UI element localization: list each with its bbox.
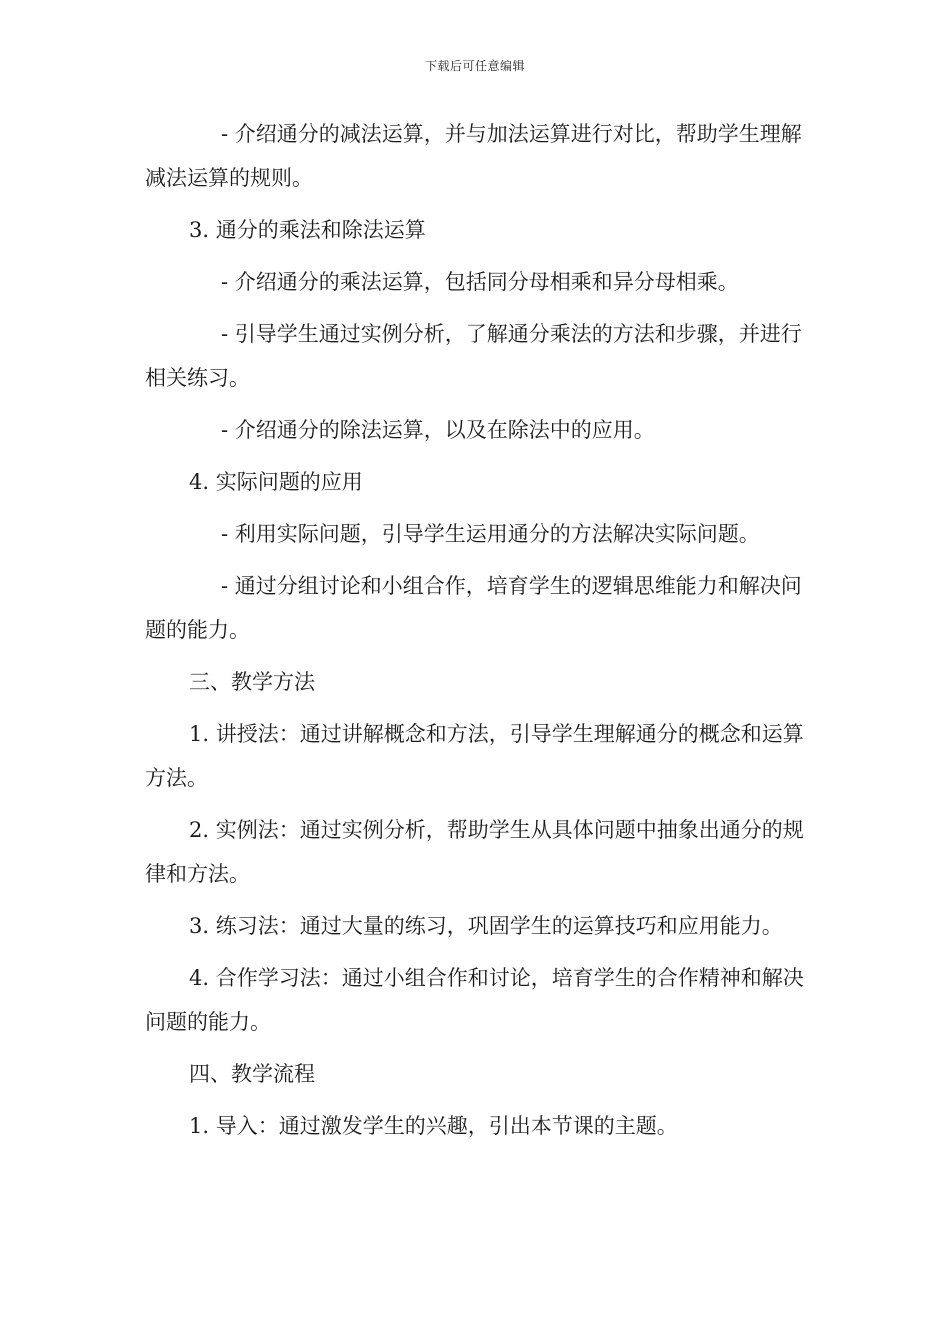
paragraph-subtraction: - 介绍通分的减法运算，并与加法运算进行对比，帮助学生理解减法运算的规则。 — [145, 122, 802, 190]
document-body — [145, 112, 813, 1156]
paragraph-multiply-practice: - 引导学生通过实例分析，了解通分乘法的方法和步骤，并进行相关练习。 — [145, 322, 802, 390]
section-heading-process: 四、教学流程 — [189, 1062, 315, 1086]
paragraph-group-discussion: - 通过分组讨论和小组合作，培育学生的逻辑思维能力和解决问题的能力。 — [145, 574, 802, 642]
paragraph-method-lecture: 1. 讲授法：通过讲解概念和方法，引导学生理解通分的概念和运算方法。 — [145, 722, 804, 790]
paragraph-application-problems: - 利用实际问题，引导学生运用通分的方法解决实际问题。 — [221, 522, 760, 546]
paragraph-method-practice: 3. 练习法：通过大量的练习，巩固学生的运算技巧和应用能力。 — [189, 914, 783, 938]
page-header-note: 下载后可任意编辑 — [424, 59, 525, 73]
paragraph-method-cooperative: 4. 合作学习法：通过小组合作和讨论，培育学生的合作精神和解决问题的能力。 — [145, 966, 804, 1034]
paragraph-process-introduction: 1. 导入：通过激发学生的兴趣，引出本节课的主题。 — [189, 1114, 678, 1138]
paragraph-heading-multiply-divide: 3. 通分的乘法和除法运算 — [189, 218, 426, 242]
paragraph-divide-intro: - 介绍通分的除法运算，以及在除法中的应用。 — [221, 418, 655, 442]
paragraph-heading-application: 4. 实际问题的应用 — [189, 470, 363, 494]
paragraph-multiply-intro: - 介绍通分的乘法运算，包括同分母相乘和异分母相乘。 — [221, 270, 739, 294]
section-heading-methods: 三、教学方法 — [189, 670, 315, 694]
paragraph-method-example: 2. 实例法：通过实例分析，帮助学生从具体问题中抽象出通分的规律和方法。 — [145, 818, 804, 886]
